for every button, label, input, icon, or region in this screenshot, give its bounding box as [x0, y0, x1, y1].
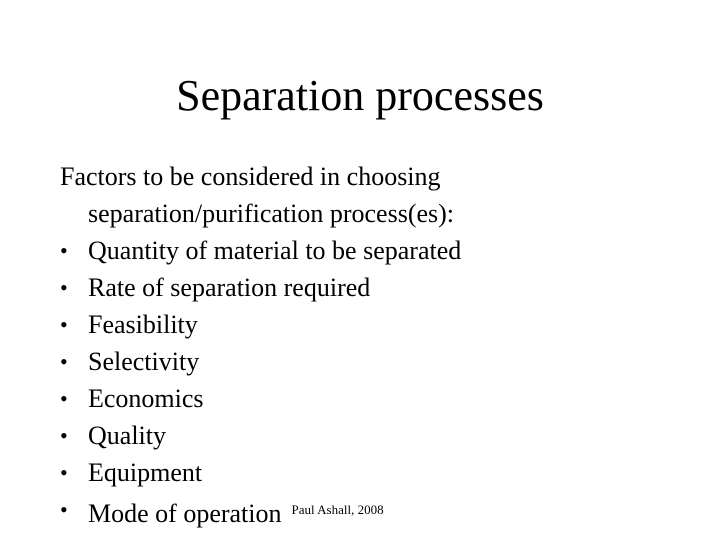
list-item	[60, 232, 680, 269]
bullet-icon: •	[60, 386, 68, 411]
slide-body	[60, 158, 680, 532]
list-item-text: Economics	[88, 384, 204, 413]
list-item-text: Equipment	[88, 458, 203, 487]
list-item-text: Quantity of material to be separated	[88, 236, 462, 265]
list-item	[60, 417, 680, 454]
bullet-icon: •	[60, 349, 68, 374]
intro-text: Factors to be considered in choosing separation/purification process(es):	[60, 162, 455, 228]
list-item	[60, 491, 680, 532]
list-item	[60, 306, 680, 343]
slide-title: Separation processes	[176, 71, 544, 120]
list-item	[60, 269, 680, 306]
list-item	[60, 454, 680, 491]
list-item-text: Quality	[88, 421, 166, 450]
bullet-icon: •	[60, 312, 68, 337]
list-item	[60, 343, 680, 380]
bullet-icon: •	[60, 460, 68, 485]
bullet-icon: •	[60, 238, 68, 263]
list-item-text: Rate of separation required	[88, 273, 371, 302]
bullet-icon: •	[60, 423, 68, 448]
list-item-text: Selectivity	[88, 347, 200, 376]
bullet-icon: •	[60, 497, 68, 522]
bullet-list	[60, 232, 680, 532]
list-item-text: Mode of operation	[88, 499, 282, 528]
author-credit: Paul Ashall, 2008	[291, 502, 384, 517]
bullet-icon: •	[60, 275, 68, 300]
list-item	[60, 380, 680, 417]
list-item-text: Feasibility	[88, 310, 198, 339]
